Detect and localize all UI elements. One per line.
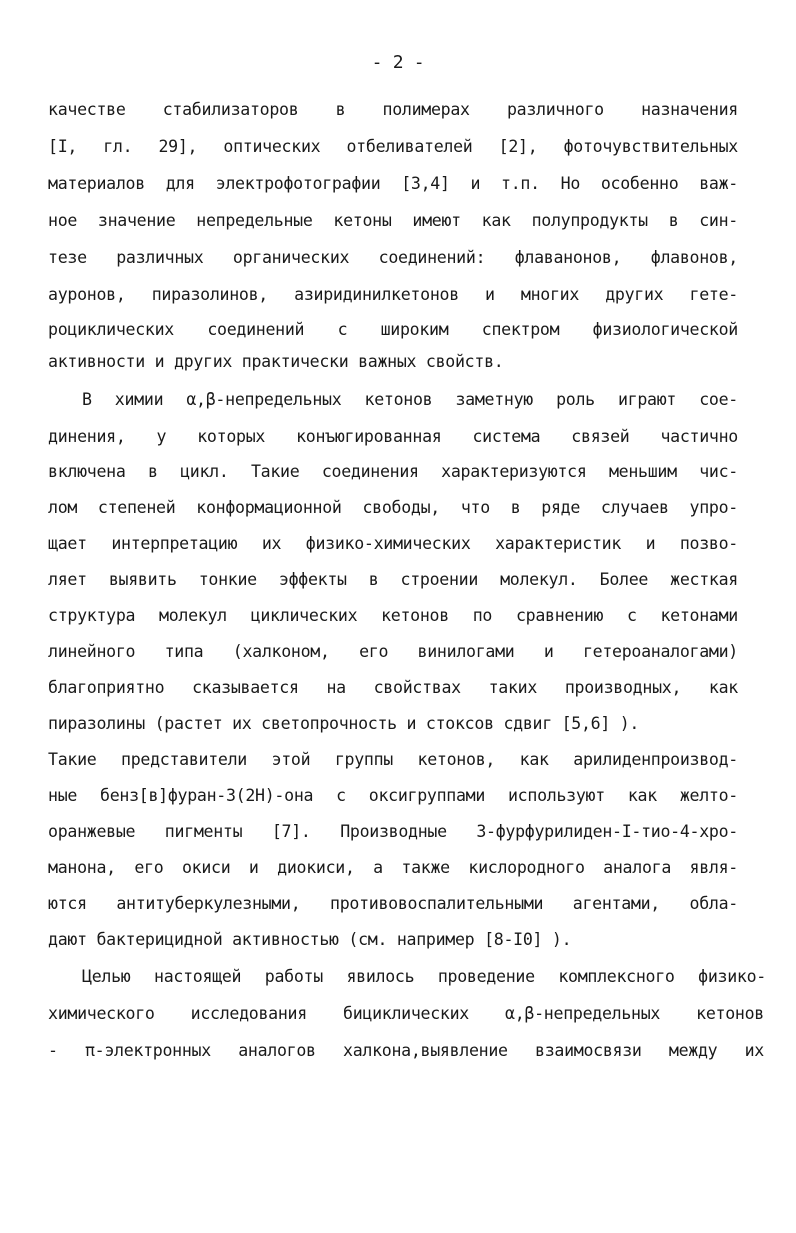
text-line: роциклических соединений с широким спектром физиологической bbox=[48, 320, 738, 339]
text-line: химического исследования бициклических α,β-непредельных кетонов bbox=[48, 1004, 764, 1023]
text-line: дают бактерицидной активностью (см. например [8-I0] ). bbox=[48, 930, 572, 949]
text-line: качестве стабилизаторов в полимерах различного назначения bbox=[48, 100, 738, 119]
text-line: динения, у которых конъюгированная система связей частично bbox=[48, 427, 738, 446]
text-line: пиразолины (растет их светопрочность и стоксов сдвиг [5,6] ). bbox=[48, 714, 640, 733]
text-line: [I, гл. 29], оптических отбеливателей [2], фоточувствительных bbox=[48, 137, 738, 156]
text-line: ное значение непредельные кетоны имеют как полупродукты в син- bbox=[48, 211, 738, 230]
text-line: ные бенз[в]фуран-3(2Н)-она с оксигруппами используют как желто- bbox=[48, 786, 738, 805]
text-line: включена в цикл. Такие соединения характеризуются меньшим чис- bbox=[48, 462, 738, 481]
text-line: благоприятно сказывается на свойствах таких производных, как bbox=[48, 678, 738, 697]
text-line: ляет выявить тонкие эффекты в строении молекул. Более жесткая bbox=[48, 570, 738, 589]
text-line: тезе различных органических соединений: флаванонов, флавонов, bbox=[48, 248, 738, 267]
text-line: ауронов, пиразолинов, азиридинилкетонов и многих других гете- bbox=[48, 285, 738, 304]
text-line: щает интерпретацию их физико-химических характеристик и позво- bbox=[48, 534, 738, 553]
text-line: структура молекул циклических кетонов по сравнению с кетонами bbox=[48, 606, 738, 625]
text-line: Целью настоящей работы явилось проведение комплексного физико- bbox=[82, 967, 766, 986]
page-number: - 2 - bbox=[371, 52, 425, 73]
text-line: - π-электронных аналогов халкона,выявление взаимосвязи между их bbox=[48, 1041, 764, 1060]
text-line: Такие представители этой группы кетонов, как арилиденпроизвод- bbox=[48, 750, 738, 769]
text-line: материалов для электрофотографии [3,4] и т.п. Но особенно важ- bbox=[48, 174, 738, 193]
text-line: лом степеней конформационной свободы, что в ряде случаев упро- bbox=[48, 498, 738, 517]
text-line: В химии α,β-непредельных кетонов заметную роль играют сое- bbox=[82, 390, 738, 409]
text-line: манона, его окиси и диокиси, а также кислородного аналога явля- bbox=[48, 858, 738, 877]
text-line: ются антитуберкулезными, противовоспалительными агентами, обла- bbox=[48, 894, 738, 913]
text-line: активности и других практически важных свойств. bbox=[48, 352, 504, 371]
text-line: линейного типа (халконом, его винилогами и гетероаналогами) bbox=[48, 642, 738, 661]
text-line: оранжевые пигменты [7]. Производные 3-фурфурилиден-I-тио-4-хро- bbox=[48, 822, 738, 841]
